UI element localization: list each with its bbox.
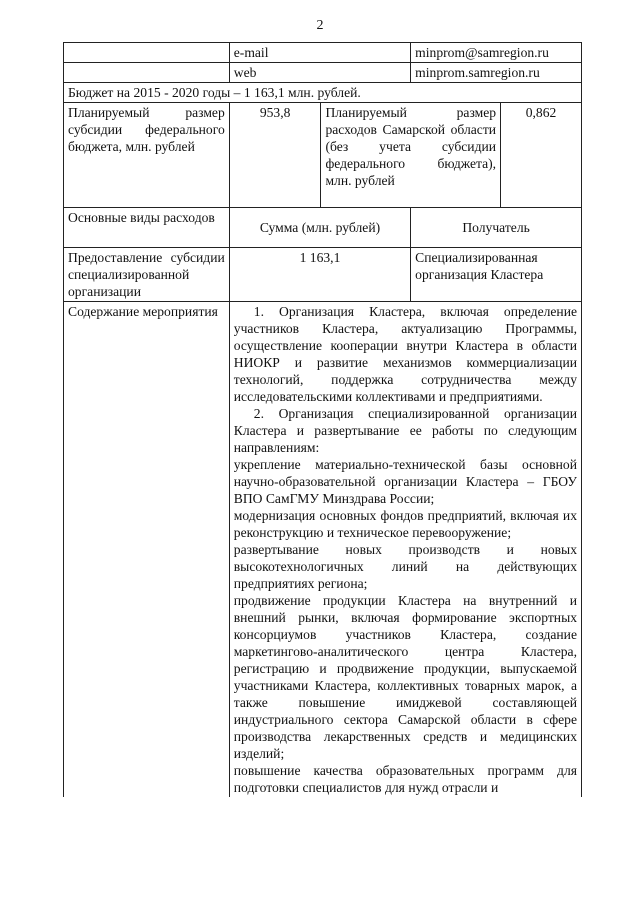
page-number: 2	[316, 18, 324, 33]
web-row	[64, 63, 582, 83]
web-value: minprom.samregion.ru	[411, 63, 582, 83]
content-paragraph: укрепление материально-технической базы основной научно-образовательной организации Кластера – ГБОУ ВПО СамГМУ Минздрава России;	[233, 457, 577, 506]
subsidy-row	[64, 248, 582, 302]
web-label: web	[229, 63, 410, 83]
content-paragraph: повышение качества образовательных программ для подготовки специалистов для нужд отрасли и	[233, 763, 577, 795]
expenses-header-row	[64, 208, 582, 248]
federal-subsidy-value: 953,8	[229, 103, 321, 208]
regional-expense-value: 0,862	[501, 103, 582, 208]
program-table	[63, 42, 582, 797]
content-paragraph: развертывание новых производств и новых высокотехнологичных линий на действующих предприятиях региона;	[233, 542, 577, 591]
sum-header: Сумма (млн. рублей)	[229, 208, 410, 248]
email-row	[64, 43, 582, 63]
web-blank-cell	[64, 63, 230, 83]
federal-subsidy-label: Планируемый размер субсидии федерального бюджета, млн. рублей	[64, 103, 230, 208]
budget-line: Бюджет на 2015 - 2020 годы – 1 163,1 млн. рублей.	[64, 83, 582, 103]
content-label: Содержание мероприятия	[64, 302, 230, 798]
content-paragraph: 1. Организация Кластера, включая определение участников Кластера, актуализацию Программы, осуществление кооперации внутри Кластера в области НИОКР и развитие механизмов коммерциализации технологий, поддержка сотрудничества между исследовательскими коллективами и предприятиями.	[233, 304, 577, 404]
content-row	[64, 302, 582, 798]
email-label: e-mail	[229, 43, 410, 63]
budget-row	[64, 83, 582, 103]
subsidy-label: Предоставление субсидии специализированной организации	[64, 248, 230, 302]
email-blank-cell	[64, 43, 230, 63]
content-paragraph: модернизация основных фондов предприятий, включая их реконструкцию и техническое перевооружение;	[233, 508, 577, 540]
content-text	[229, 302, 581, 798]
email-value: minprom@samregion.ru	[411, 43, 582, 63]
content-paragraph: продвижение продукции Кластера на внутренний и внешний рынки, включая формирование экспортных консорциумов участников Кластера, создание маркетингово-аналитического центра Кластера, регистрацию и продвижение продукции, выпускаемой участниками Кластера, коллективных товарных марок, а также повышение имиджевой составляющей индустриального сектора Самарской области в сфере производства лекарственных средств и медицинских изделий;	[233, 593, 577, 761]
expense-type-label: Основные виды расходов	[64, 208, 230, 248]
content-paragraph: 2. Организация специализированной организации Кластера и развертывание ее работы по следующим направлениям:	[233, 406, 577, 455]
subsidy-recipient: Специализированная организация Кластера	[411, 248, 582, 302]
subsidy-amount: 1 163,1	[229, 248, 410, 302]
recipient-header: Получатель	[411, 208, 582, 248]
regional-expense-label: Планируемый размер расходов Самарской области (без учета субсидии федерального бюджета), млн. рублей	[321, 103, 501, 208]
planned-row	[64, 103, 582, 208]
